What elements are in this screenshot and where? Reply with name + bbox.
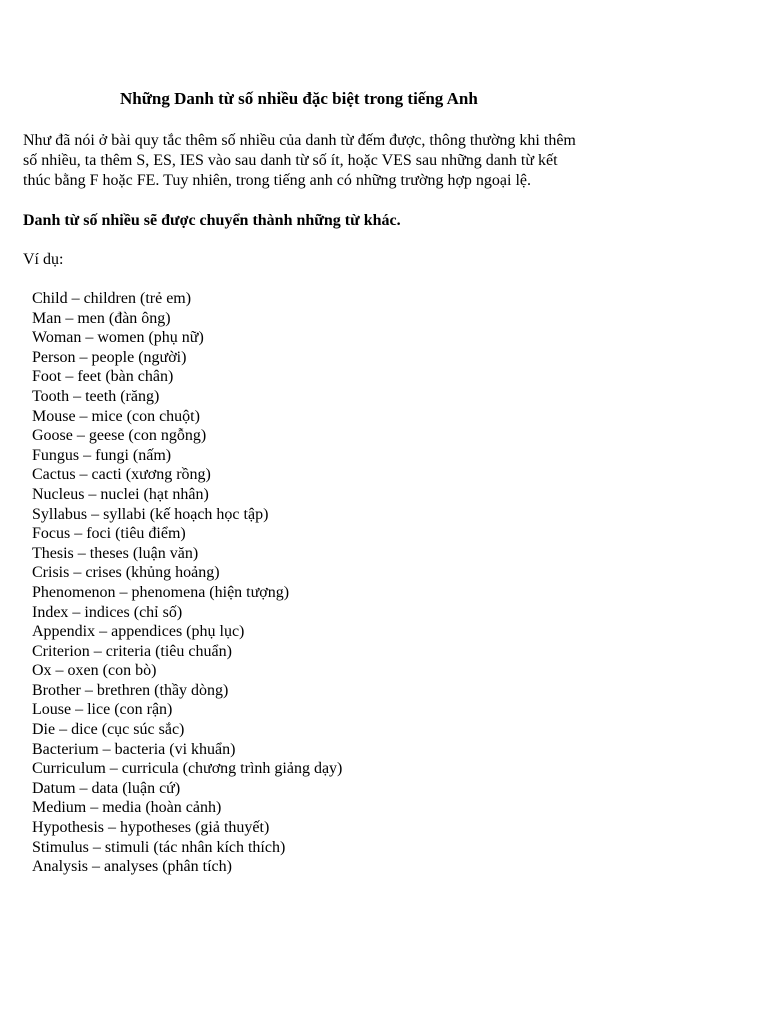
intro-paragraph	[23, 131, 723, 191]
list-item: Appendix – appendices (phụ lục)	[32, 623, 245, 641]
list-item: Child – children (trẻ em)	[32, 290, 192, 307]
plural-examples-list	[32, 289, 342, 877]
list-item: Syllabus – syllabi (kế hoạch học tập)	[32, 505, 269, 523]
list-item: Criterion – criteria (tiêu chuẩn)	[32, 642, 232, 660]
list-item: Brother – brethren (thầy dòng)	[32, 681, 229, 699]
list-item: Person – people (người)	[32, 348, 187, 366]
list-item: Nucleus – nuclei (hạt nhân)	[32, 485, 209, 503]
list-item: Datum – data (luận cứ)	[32, 779, 181, 797]
list-item: Woman – women (phụ nữ)	[32, 329, 204, 347]
list-item: Fungus – fungi (nấm)	[32, 446, 172, 464]
intro-line: số nhiều, ta thêm S, ES, IES vào sau danh từ số ít, hoặc VES sau những danh từ kết	[23, 152, 558, 169]
list-item: Index – indices (chỉ số)	[32, 603, 183, 621]
list-item: Curriculum – curricula (chương trình giảng dạy)	[32, 760, 343, 778]
list-item: Thesis – theses (luận văn)	[32, 544, 199, 562]
list-item: Focus – foci (tiêu điểm)	[32, 525, 186, 543]
list-item: Die – dice (cục súc sắc)	[32, 721, 185, 739]
list-item: Phenomenon – phenomena (hiện tượng)	[32, 583, 290, 601]
list-item: Medium – media (hoàn cảnh)	[32, 799, 222, 817]
example-label: Ví dụ:	[23, 251, 64, 268]
intro-line: Như đã nói ở bài quy tắc thêm số nhiều của danh từ đếm được, thông thường khi thêm	[23, 132, 576, 149]
intro-line: thúc bằng F hoặc FE. Tuy nhiên, trong tiếng anh có những trường hợp ngoại lệ.	[23, 172, 531, 189]
list-item: Mouse – mice (con chuột)	[32, 407, 200, 425]
list-item: Analysis – analyses (phân tích)	[32, 858, 232, 876]
list-item: Bacterium – bacteria (vi khuẩn)	[32, 740, 236, 758]
list-item: Hypothesis – hypotheses (giả thuyết)	[32, 819, 270, 837]
list-item: Ox – oxen (con bò)	[32, 662, 157, 680]
list-item: Cactus – cacti (xương rồng)	[32, 466, 211, 484]
list-item: Goose – geese (con ngỗng)	[32, 427, 207, 445]
page-title: Những Danh từ số nhiều đặc biệt trong tiếng Anh	[120, 89, 478, 108]
section-heading: Danh từ số nhiều sẽ được chuyển thành những từ khác.	[23, 212, 401, 229]
list-item: Tooth – teeth (răng)	[32, 387, 160, 405]
list-item: Foot – feet (bàn chân)	[32, 368, 174, 386]
list-item: Stimulus – stimuli (tác nhân kích thích)	[32, 838, 286, 856]
list-item: Louse – lice (con rận)	[32, 701, 173, 719]
list-item: Man – men (đàn ông)	[32, 309, 171, 327]
list-item: Crisis – crises (khủng hoảng)	[32, 564, 220, 582]
